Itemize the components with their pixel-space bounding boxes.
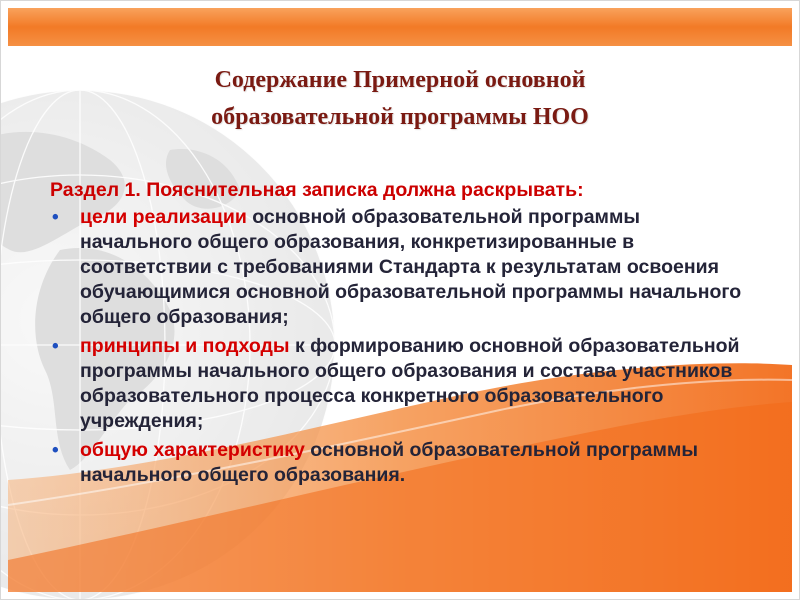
bullet-dot-icon: • <box>52 336 59 357</box>
slide-content <box>50 178 750 492</box>
bullet-highlight: принципы и подходы <box>80 335 290 357</box>
title-line-1: Содержание Примерной основной <box>214 67 586 93</box>
bullet-highlight: общую характеристику <box>80 439 305 461</box>
bullet-dot-icon: • <box>52 207 59 228</box>
bullet-item <box>50 438 750 488</box>
bullet-text: к формированию основной образовательной программы начального общего образования и состава участников образовательного процесса конкретного образовательного учреждения; <box>80 335 740 432</box>
bullet-dot-icon: • <box>52 440 59 461</box>
bullet-list <box>50 205 750 488</box>
title-line-2: образовательной программы НОО <box>211 104 589 130</box>
slide-title <box>100 62 700 136</box>
bullet-item <box>50 334 750 434</box>
section-heading: Раздел 1. Пояснительная записка должна раскрывать: <box>50 179 584 201</box>
bullet-text: основной образовательной программы начального общего образования. <box>80 439 698 486</box>
bullet-item <box>50 205 750 330</box>
bullet-text: основной образовательной программы начального общего образования, конкретизированные в соответствии с требованиями Стандарта к результатам освоения обучающимися основной образовательной программы начального общего образования; <box>80 206 742 328</box>
top-orange-bar <box>8 8 792 46</box>
bullet-highlight: цели реализации <box>80 206 247 228</box>
